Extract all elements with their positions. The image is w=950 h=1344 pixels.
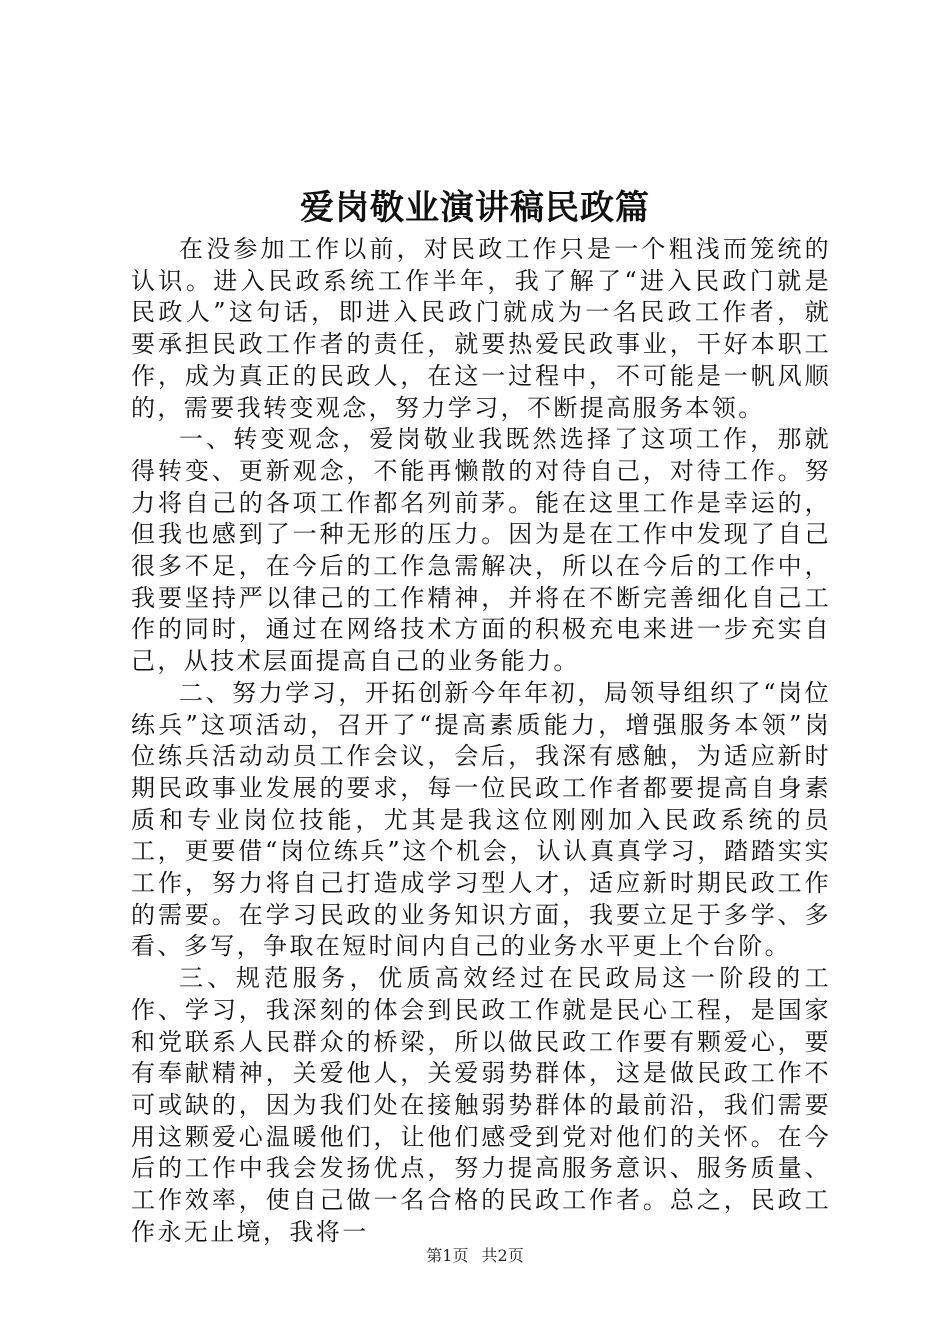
page-title: 爱岗敬业演讲稿民政篇: [300, 188, 650, 228]
paragraph-intro: 在没参加工作以前，对民政工作只是一个粗浅而笼统的认识。进入民政系统工作半年，我了解了“进入民政门就是民政人”这句话，即进入民政门就成为一名民政工作者，就要承担民政工作者的责任，就要热爱民政事业，干好本职工作，成为真正的民政人，在这一过程中，不可能是一帆风顺的，需要我转变观念，努力学习，不断提高服务本领。: [131, 235, 831, 422]
page-total: 共2页: [481, 1246, 524, 1265]
paragraph-section-one: 一、转变观念，爱岗敬业我既然选择了这项工作，那就得转变、更新观念，不能再懒散的对待自己，对待工作。努力将自己的各项工作都名列前茅。能在这里工作是幸运的，但我也感到了一种无形的压力。因为是在工作中发现了自己很多不足，在今后的工作急需解决，所以在今后的工作中，我要坚持严以律己的工作精神，并将在不断完善细化自己工作的同时，通过在网络技术方面的积极充电来进一步充实自己，从技术层面提高自己的业务能力。: [131, 425, 831, 676]
page-number: 第1页: [426, 1246, 469, 1265]
paragraph-section-two: 二、努力学习，开拓创新今年年初，局领导组织了“岗位练兵”这项活动，召开了“提高素质能力，增强服务本领”岗位练兵活动动员工作会议，会后，我深有感触，为适应新时期民政事业发展的要求，每一位民政工作者都要提高自身素质和专业岗位技能，尤其是我这位刚刚加入民政系统的员工，更要借“岗位练兵”这个机会，认认真真学习，踏踏实实工作，努力将自己打造成学习型人才，适应新时期民政工作的需要。在学习民政的业务知识方面，我要立足于多学、多看、多写，争取在短时间内自己的业务水平更上个台阶。: [131, 678, 831, 961]
page-footer: [0, 1245, 950, 1267]
document-body: [131, 234, 831, 1249]
paragraph-section-three: 三、规范服务，优质高效经过在民政局这一阶段的工作、学习，我深刻的体会到民政工作就是民心工程，是国家和党联系人民群众的桥梁，所以做民政工作要有颗爱心，要有奉献精神，关爱他人，关爱弱势群体，这是做民政工作不可或缺的，因为我们处在接触弱势群体的最前沿，我们需要用这颗爱心温暖他们，让他们感受到党对他们的关怀。在今后的工作中我会发扬优点，努力提高服务意识、服务质量、工作效率，使自己做一名合格的民政工作者。总之，民政工作永无止境，我将一: [131, 964, 831, 1246]
